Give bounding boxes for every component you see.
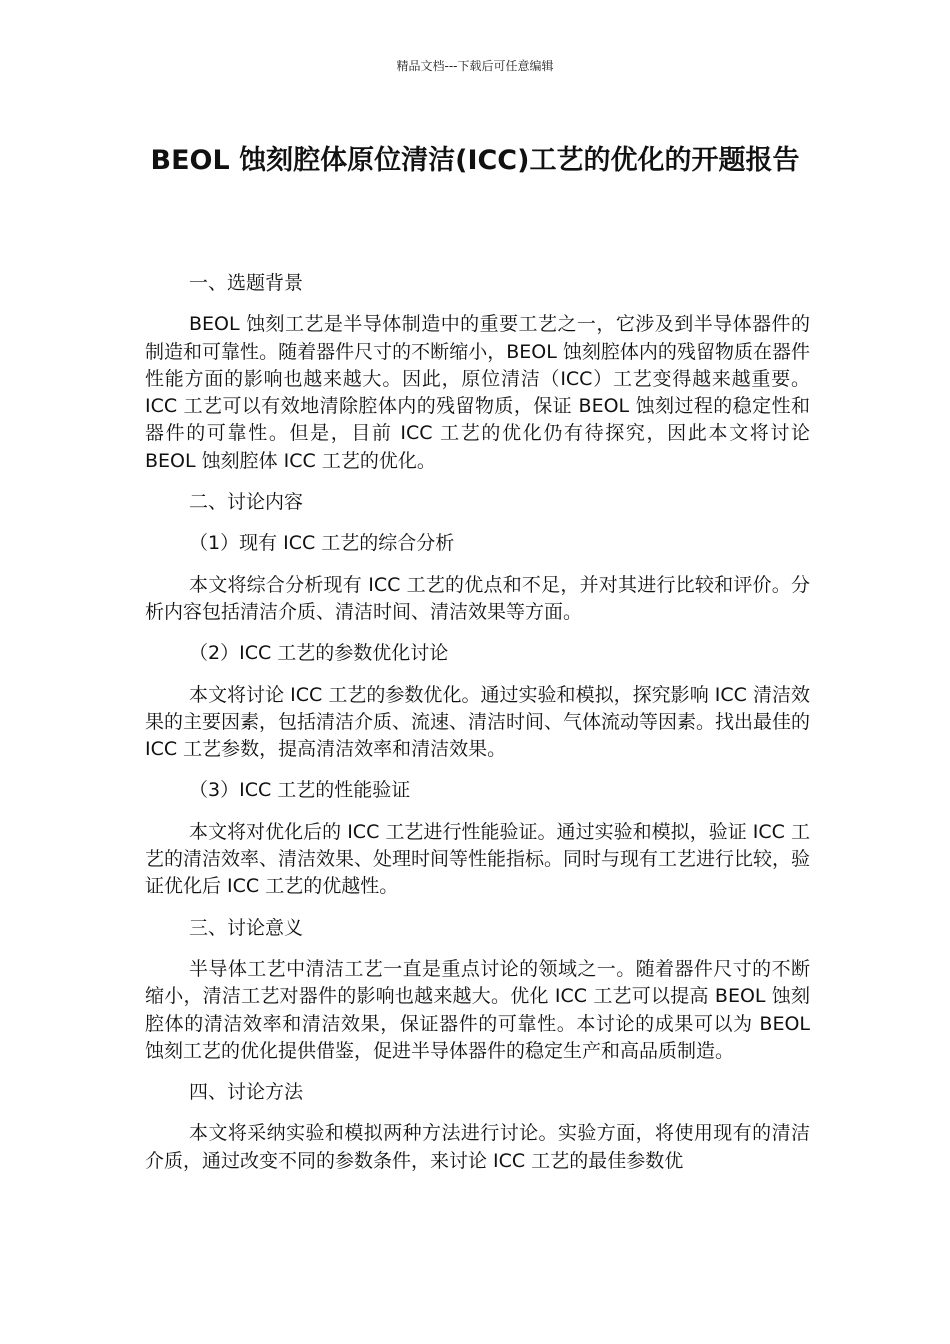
- paragraph-methods: 本文将采纳实验和模拟两种方法进行讨论。实验方面，将使用现有的清洁介质，通过改变不同的参数条件，来讨论 ICC 工艺的最佳参数优: [145, 1122, 810, 1172]
- document-title: BEOL 蚀刻腔体原位清洁(ICC)工艺的优化的开题报告: [150, 145, 800, 176]
- paragraph-performance-verification: 本文将对优化后的 ICC 工艺进行性能验证。通过实验和模拟，验证 ICC 工艺的清洁效率、清洁效果、处理时间等性能指标。同时与现有工艺进行比较，验证优化后 ICC 工艺的优越性。: [145, 820, 811, 898]
- paragraph-parameter-optimization: 本文将讨论 ICC 工艺的参数优化。通过实验和模拟，探究影响 ICC 清洁效果的主要因素，包括清洁介质、流速、清洁时间、气体流动等因素。找出最佳的 ICC 工艺参数，提高清洁效率和清洁效果。: [145, 683, 811, 761]
- section-heading-significance: 三、讨论意义: [189, 916, 304, 939]
- paragraph-background: BEOL 蚀刻工艺是半导体制造中的重要工艺之一，它涉及到半导体器件的制造和可靠性。随着器件尺寸的不断缩小，BEOL 蚀刻腔体内的残留物质在器件性能方面的影响也越来越大。因此，原位清洁（ICC）工艺变得越来越重要。ICC 工艺可以有效地清除腔体内的残留物质，保证 BEOL 蚀刻过程的稳定性和器件的可靠性。但是，目前 ICC 工艺的优化仍有待探究，因此本文将讨论 BEOL 蚀刻腔体 ICC 工艺的优化。: [145, 313, 810, 472]
- header-note: 精品文档---下载后可任意编辑: [396, 59, 554, 73]
- paragraph-analysis: 本文将综合分析现有 ICC 工艺的优点和不足，并对其进行比较和评价。分析内容包括清洁介质、清洁时间、清洁效果等方面。: [145, 573, 810, 623]
- section-heading-methods: 四、讨论方法: [189, 1081, 304, 1104]
- section-heading-background: 一、选题背景: [189, 272, 304, 294]
- subheading-analysis: （1）现有 ICC 工艺的综合分析: [189, 532, 455, 555]
- subheading-parameter-optimization: （2）ICC 工艺的参数优化讨论: [189, 642, 449, 665]
- document-body: [145, 270, 810, 1189]
- subheading-performance-verification: （3）ICC 工艺的性能验证: [189, 779, 411, 802]
- section-heading-content: 二、讨论内容: [189, 491, 304, 514]
- paragraph-significance: 半导体工艺中清洁工艺一直是重点讨论的领域之一。随着器件尺寸的不断缩小，清洁工艺对器件的影响也越来越大。优化 ICC 工艺可以提高 BEOL 蚀刻腔体的清洁效率和清洁效果，保证器件的可靠性。本讨论的成果可以为 BEOL 蚀刻工艺的优化提供借鉴，促进半导体器件的稳定生产和高品质制造。: [145, 957, 810, 1062]
